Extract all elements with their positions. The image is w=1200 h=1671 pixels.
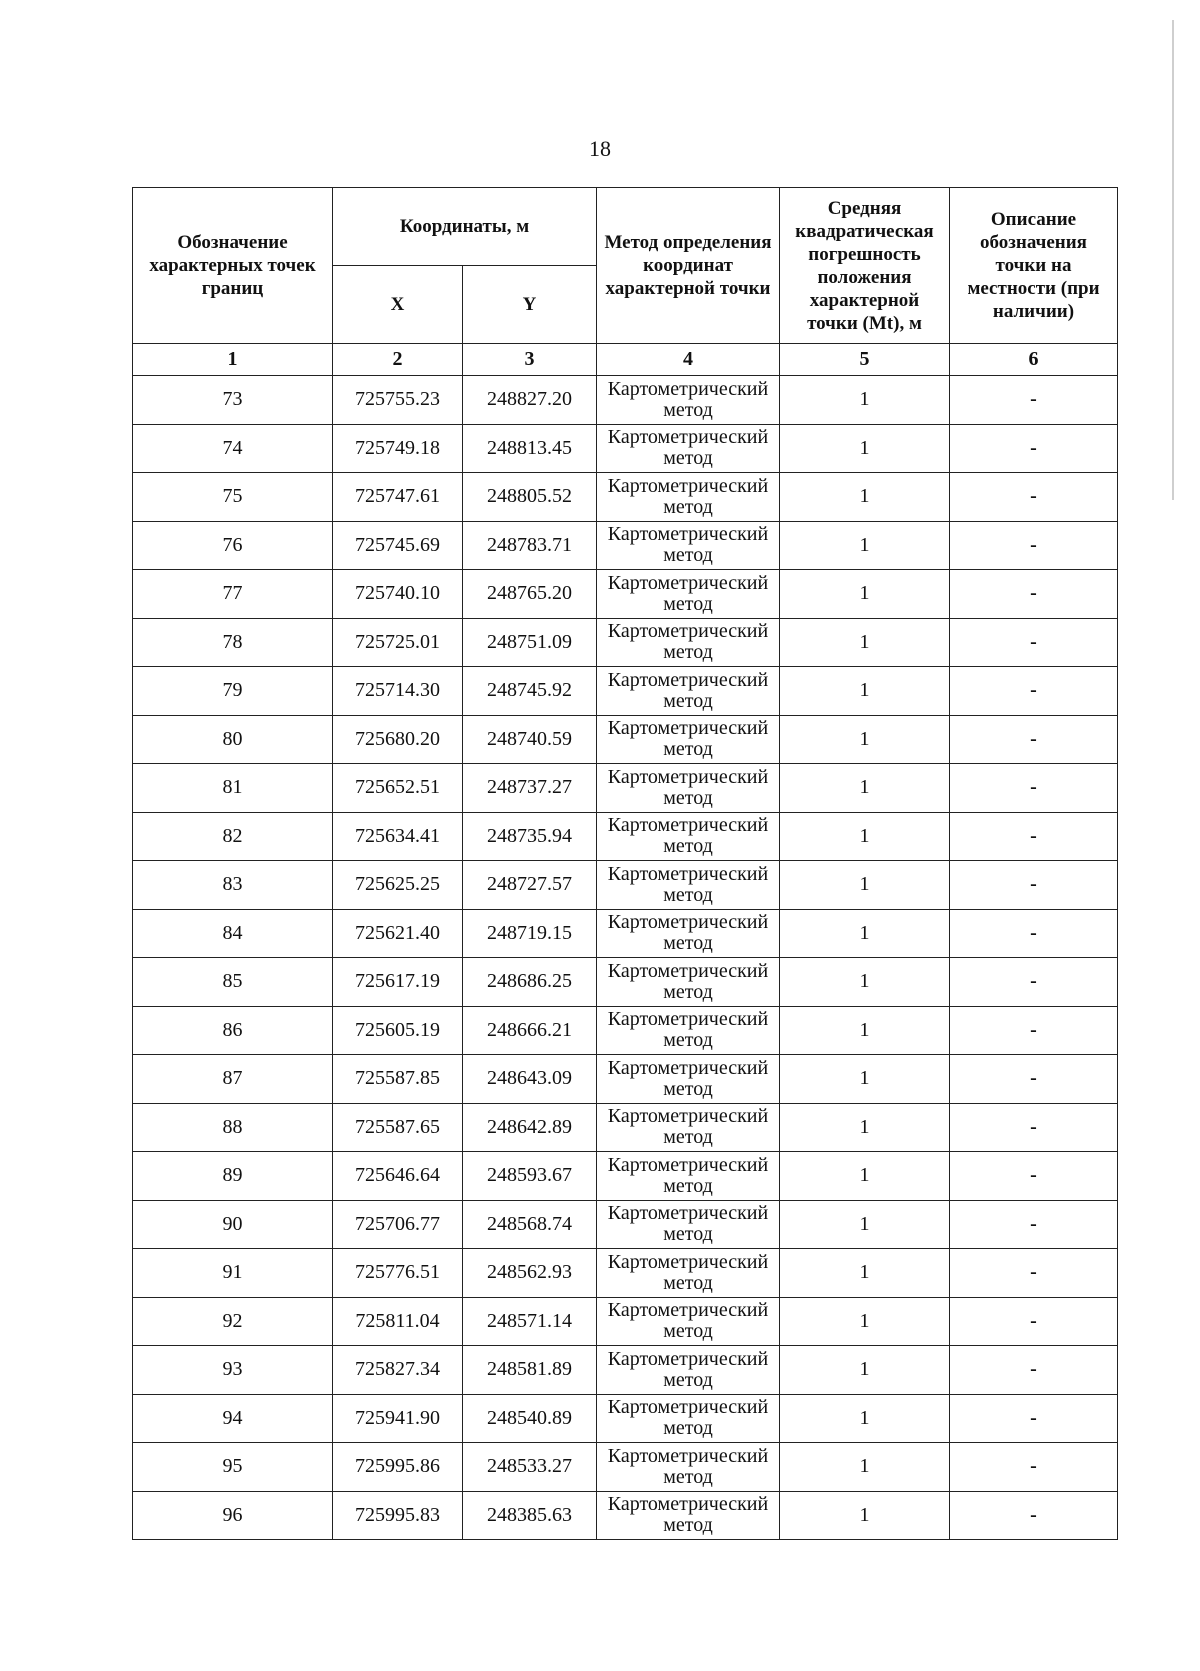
method-cell: Картометрический метод: [597, 861, 780, 910]
column-number-row: [133, 344, 1118, 376]
description-cell: -: [950, 1491, 1118, 1540]
table-row: [133, 1394, 1118, 1443]
x-coordinate-cell: 725634.41: [333, 812, 463, 861]
description-cell: -: [950, 1249, 1118, 1298]
description-cell: -: [950, 473, 1118, 522]
rms-error-cell: 1: [780, 812, 950, 861]
method-cell: Картометрический метод: [597, 1103, 780, 1152]
point-id-cell: 91: [133, 1249, 333, 1298]
point-id-cell: 83: [133, 861, 333, 910]
rms-error-cell: 1: [780, 909, 950, 958]
rms-error-cell: 1: [780, 521, 950, 570]
y-coordinate-cell: 248813.45: [463, 424, 597, 473]
description-cell: -: [950, 715, 1118, 764]
method-cell: Картометрический метод: [597, 424, 780, 473]
table-row: [133, 764, 1118, 813]
y-coordinate-cell: 248666.21: [463, 1006, 597, 1055]
x-coordinate-cell: 725725.01: [333, 618, 463, 667]
rms-error-cell: 1: [780, 1249, 950, 1298]
method-cell: Картометрический метод: [597, 1249, 780, 1298]
x-coordinate-cell: 725995.86: [333, 1443, 463, 1492]
table-row: [133, 473, 1118, 522]
rms-error-cell: 1: [780, 1006, 950, 1055]
description-cell: -: [950, 1103, 1118, 1152]
point-id-cell: 93: [133, 1346, 333, 1395]
point-id-cell: 85: [133, 958, 333, 1007]
y-coordinate-cell: 248385.63: [463, 1491, 597, 1540]
y-coordinate-cell: 248562.93: [463, 1249, 597, 1298]
description-cell: -: [950, 1200, 1118, 1249]
description-cell: -: [950, 570, 1118, 619]
y-coordinate-cell: 248751.09: [463, 618, 597, 667]
y-coordinate-cell: 248719.15: [463, 909, 597, 958]
description-cell: -: [950, 424, 1118, 473]
rms-error-cell: 1: [780, 764, 950, 813]
point-id-cell: 87: [133, 1055, 333, 1104]
x-coordinate-cell: 725740.10: [333, 570, 463, 619]
method-cell: Картометрический метод: [597, 570, 780, 619]
method-cell: Картометрический метод: [597, 1200, 780, 1249]
x-coordinate-cell: 725625.25: [333, 861, 463, 910]
description-cell: -: [950, 861, 1118, 910]
rms-error-cell: 1: [780, 1491, 950, 1540]
x-coordinate-cell: 725621.40: [333, 909, 463, 958]
method-cell: Картометрический метод: [597, 376, 780, 425]
method-cell: Картометрический метод: [597, 473, 780, 522]
table-row: [133, 812, 1118, 861]
description-cell: -: [950, 1055, 1118, 1104]
header-point-designation: Обозначение характерных точек границ: [133, 188, 333, 344]
table-row: [133, 909, 1118, 958]
header-coordinates: Координаты, м: [333, 188, 597, 266]
table-row: [133, 570, 1118, 619]
x-coordinate-cell: 725941.90: [333, 1394, 463, 1443]
x-coordinate-cell: 725745.69: [333, 521, 463, 570]
y-coordinate-cell: 248740.59: [463, 715, 597, 764]
x-coordinate-cell: 725776.51: [333, 1249, 463, 1298]
point-id-cell: 96: [133, 1491, 333, 1540]
point-id-cell: 82: [133, 812, 333, 861]
table-row: [133, 521, 1118, 570]
description-cell: -: [950, 1152, 1118, 1201]
table-row: [133, 1103, 1118, 1152]
description-cell: -: [950, 764, 1118, 813]
x-coordinate-cell: 725646.64: [333, 1152, 463, 1201]
x-coordinate-cell: 725995.83: [333, 1491, 463, 1540]
column-number: 5: [780, 344, 950, 376]
y-coordinate-cell: 248643.09: [463, 1055, 597, 1104]
rms-error-cell: 1: [780, 1103, 950, 1152]
point-id-cell: 78: [133, 618, 333, 667]
description-cell: -: [950, 376, 1118, 425]
table-row: [133, 1491, 1118, 1540]
column-number: 2: [333, 344, 463, 376]
method-cell: Картометрический метод: [597, 764, 780, 813]
rms-error-cell: 1: [780, 1346, 950, 1395]
rms-error-cell: 1: [780, 618, 950, 667]
x-coordinate-cell: 725587.65: [333, 1103, 463, 1152]
description-cell: -: [950, 618, 1118, 667]
scan-edge-line: [1172, 20, 1174, 500]
y-coordinate-cell: 248581.89: [463, 1346, 597, 1395]
table-row: [133, 1055, 1118, 1104]
x-coordinate-cell: 725714.30: [333, 667, 463, 716]
point-id-cell: 86: [133, 1006, 333, 1055]
rms-error-cell: 1: [780, 424, 950, 473]
rms-error-cell: 1: [780, 1394, 950, 1443]
table-row: [133, 424, 1118, 473]
point-id-cell: 94: [133, 1394, 333, 1443]
point-id-cell: 95: [133, 1443, 333, 1492]
rms-error-cell: 1: [780, 1055, 950, 1104]
column-number: 3: [463, 344, 597, 376]
y-coordinate-cell: 248783.71: [463, 521, 597, 570]
rms-error-cell: 1: [780, 376, 950, 425]
description-cell: -: [950, 1346, 1118, 1395]
header-y: Y: [463, 266, 597, 344]
method-cell: Картометрический метод: [597, 1006, 780, 1055]
description-cell: -: [950, 667, 1118, 716]
rms-error-cell: 1: [780, 958, 950, 1007]
table-row: [133, 1152, 1118, 1201]
table-row: [133, 1346, 1118, 1395]
rms-error-cell: 1: [780, 1297, 950, 1346]
y-coordinate-cell: 248533.27: [463, 1443, 597, 1492]
method-cell: Картометрический метод: [597, 1443, 780, 1492]
table-row: [133, 1443, 1118, 1492]
y-coordinate-cell: 248727.57: [463, 861, 597, 910]
description-cell: -: [950, 812, 1118, 861]
y-coordinate-cell: 248568.74: [463, 1200, 597, 1249]
y-coordinate-cell: 248737.27: [463, 764, 597, 813]
y-coordinate-cell: 248540.89: [463, 1394, 597, 1443]
point-id-cell: 88: [133, 1103, 333, 1152]
x-coordinate-cell: 725755.23: [333, 376, 463, 425]
table-row: [133, 1297, 1118, 1346]
method-cell: Картометрический метод: [597, 715, 780, 764]
table-row: [133, 1249, 1118, 1298]
table-row: [133, 1200, 1118, 1249]
y-coordinate-cell: 248593.67: [463, 1152, 597, 1201]
rms-error-cell: 1: [780, 570, 950, 619]
description-cell: -: [950, 958, 1118, 1007]
y-coordinate-cell: 248686.25: [463, 958, 597, 1007]
x-coordinate-cell: 725587.85: [333, 1055, 463, 1104]
x-coordinate-cell: 725680.20: [333, 715, 463, 764]
y-coordinate-cell: 248805.52: [463, 473, 597, 522]
page-number: 18: [589, 136, 611, 161]
method-cell: Картометрический метод: [597, 812, 780, 861]
point-id-cell: 74: [133, 424, 333, 473]
header-rms-error: Средняя квадратическая погрешность положения характерной точки (Mt), м: [780, 188, 950, 344]
method-cell: Картометрический метод: [597, 1055, 780, 1104]
description-cell: -: [950, 1443, 1118, 1492]
point-id-cell: 75: [133, 473, 333, 522]
description-cell: -: [950, 1297, 1118, 1346]
description-cell: -: [950, 1006, 1118, 1055]
method-cell: Картометрический метод: [597, 667, 780, 716]
table-row: [133, 667, 1118, 716]
rms-error-cell: 1: [780, 473, 950, 522]
method-cell: Картометрический метод: [597, 1491, 780, 1540]
point-id-cell: 89: [133, 1152, 333, 1201]
method-cell: Картометрический метод: [597, 958, 780, 1007]
rms-error-cell: 1: [780, 1443, 950, 1492]
x-coordinate-cell: 725811.04: [333, 1297, 463, 1346]
point-id-cell: 73: [133, 376, 333, 425]
point-id-cell: 81: [133, 764, 333, 813]
point-id-cell: 76: [133, 521, 333, 570]
x-coordinate-cell: 725706.77: [333, 1200, 463, 1249]
header-description: Описание обозначения точки на местности (при наличии): [950, 188, 1118, 344]
table-row: [133, 1006, 1118, 1055]
column-number: 1: [133, 344, 333, 376]
table-row: [133, 618, 1118, 667]
header-x: X: [333, 266, 463, 344]
rms-error-cell: 1: [780, 667, 950, 716]
y-coordinate-cell: 248642.89: [463, 1103, 597, 1152]
rms-error-cell: 1: [780, 715, 950, 764]
table-row: [133, 861, 1118, 910]
boundary-points-table: [132, 187, 1118, 1540]
x-coordinate-cell: 725749.18: [333, 424, 463, 473]
method-cell: Картометрический метод: [597, 1394, 780, 1443]
x-coordinate-cell: 725652.51: [333, 764, 463, 813]
rms-error-cell: 1: [780, 861, 950, 910]
column-number: 4: [597, 344, 780, 376]
table-body: [133, 376, 1118, 1540]
y-coordinate-cell: 248827.20: [463, 376, 597, 425]
rms-error-cell: 1: [780, 1152, 950, 1201]
x-coordinate-cell: 725605.19: [333, 1006, 463, 1055]
point-id-cell: 77: [133, 570, 333, 619]
point-id-cell: 79: [133, 667, 333, 716]
table-row: [133, 958, 1118, 1007]
y-coordinate-cell: 248765.20: [463, 570, 597, 619]
method-cell: Картометрический метод: [597, 618, 780, 667]
y-coordinate-cell: 248571.14: [463, 1297, 597, 1346]
method-cell: Картометрический метод: [597, 1152, 780, 1201]
description-cell: -: [950, 1394, 1118, 1443]
method-cell: Картометрический метод: [597, 521, 780, 570]
x-coordinate-cell: 725747.61: [333, 473, 463, 522]
x-coordinate-cell: 725827.34: [333, 1346, 463, 1395]
y-coordinate-cell: 248735.94: [463, 812, 597, 861]
description-cell: -: [950, 521, 1118, 570]
table-row: [133, 376, 1118, 425]
y-coordinate-cell: 248745.92: [463, 667, 597, 716]
description-cell: -: [950, 909, 1118, 958]
point-id-cell: 84: [133, 909, 333, 958]
method-cell: Картометрический метод: [597, 1297, 780, 1346]
method-cell: Картометрический метод: [597, 909, 780, 958]
point-id-cell: 92: [133, 1297, 333, 1346]
point-id-cell: 80: [133, 715, 333, 764]
x-coordinate-cell: 725617.19: [333, 958, 463, 1007]
point-id-cell: 90: [133, 1200, 333, 1249]
table-row: [133, 715, 1118, 764]
column-number: 6: [950, 344, 1118, 376]
method-cell: Картометрический метод: [597, 1346, 780, 1395]
header-method: Метод определения координат характерной точки: [597, 188, 780, 344]
rms-error-cell: 1: [780, 1200, 950, 1249]
